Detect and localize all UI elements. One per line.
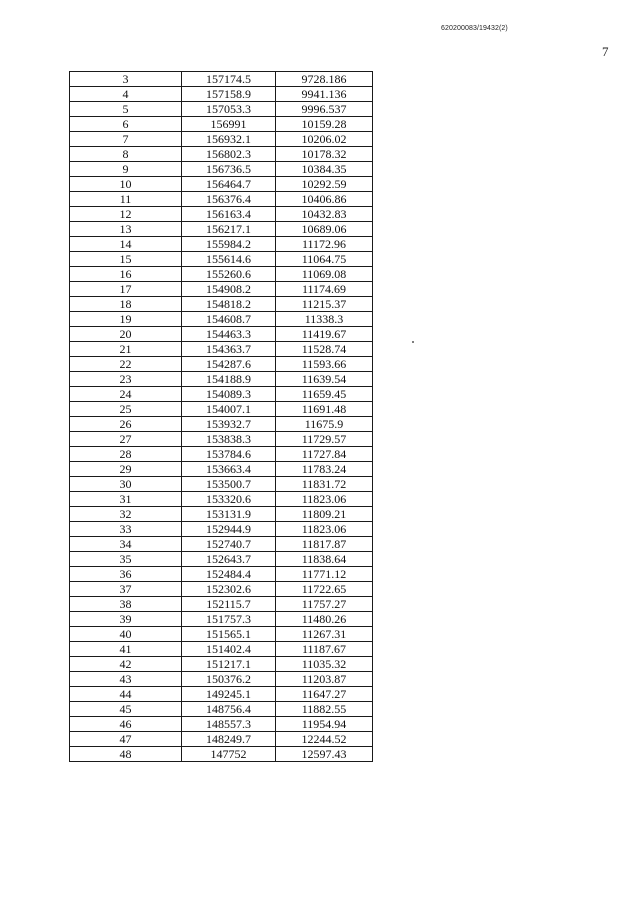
point-number-cell: 18	[70, 297, 182, 312]
point-number-cell: 6	[70, 117, 182, 132]
point-number-cell: 11	[70, 192, 182, 207]
point-number-cell: 37	[70, 582, 182, 597]
table-row	[70, 252, 373, 267]
x-coordinate-cell: 154363.7	[182, 342, 276, 357]
x-coordinate-cell: 153663.4	[182, 462, 276, 477]
table-row	[70, 687, 373, 702]
y-coordinate-cell: 11882.55	[276, 702, 373, 717]
table-row	[70, 672, 373, 687]
point-number-cell: 35	[70, 552, 182, 567]
table-row	[70, 147, 373, 162]
y-coordinate-cell: 11771.12	[276, 567, 373, 582]
y-coordinate-cell: 11729.57	[276, 432, 373, 447]
table-row	[70, 522, 373, 537]
x-coordinate-cell: 157174.5	[182, 72, 276, 87]
y-coordinate-cell: 11647.27	[276, 687, 373, 702]
table-row	[70, 717, 373, 732]
point-number-cell: 24	[70, 387, 182, 402]
point-number-cell: 31	[70, 492, 182, 507]
y-coordinate-cell: 11528.74	[276, 342, 373, 357]
x-coordinate-cell: 151757.3	[182, 612, 276, 627]
table-row	[70, 102, 373, 117]
point-number-cell: 43	[70, 672, 182, 687]
x-coordinate-cell: 154463.3	[182, 327, 276, 342]
y-coordinate-cell: 11675.9	[276, 417, 373, 432]
y-coordinate-cell: 10432.83	[276, 207, 373, 222]
point-number-cell: 12	[70, 207, 182, 222]
y-coordinate-cell: 11823.06	[276, 522, 373, 537]
y-coordinate-cell: 11691.48	[276, 402, 373, 417]
point-number-cell: 16	[70, 267, 182, 282]
point-number-cell: 39	[70, 612, 182, 627]
y-coordinate-cell: 11338.3	[276, 312, 373, 327]
point-number-cell: 21	[70, 342, 182, 357]
point-number-cell: 44	[70, 687, 182, 702]
point-number-cell: 10	[70, 177, 182, 192]
page-number: 7	[602, 44, 609, 59]
table-row	[70, 417, 373, 432]
x-coordinate-cell: 148756.4	[182, 702, 276, 717]
y-coordinate-cell: 11757.27	[276, 597, 373, 612]
table-row	[70, 732, 373, 747]
x-coordinate-cell: 152944.9	[182, 522, 276, 537]
y-coordinate-cell: 11069.08	[276, 267, 373, 282]
x-coordinate-cell: 156991	[182, 117, 276, 132]
point-number-cell: 28	[70, 447, 182, 462]
y-coordinate-cell: 11203.87	[276, 672, 373, 687]
x-coordinate-cell: 155614.6	[182, 252, 276, 267]
x-coordinate-cell: 153500.7	[182, 477, 276, 492]
point-number-cell: 30	[70, 477, 182, 492]
table-row	[70, 222, 373, 237]
point-number-cell: 5	[70, 102, 182, 117]
x-coordinate-cell: 155260.6	[182, 267, 276, 282]
y-coordinate-cell: 10292.59	[276, 177, 373, 192]
scan-speck	[412, 341, 414, 343]
coordinates-table	[69, 71, 373, 762]
x-coordinate-cell: 152302.6	[182, 582, 276, 597]
point-number-cell: 26	[70, 417, 182, 432]
x-coordinate-cell: 154287.6	[182, 357, 276, 372]
y-coordinate-cell: 11817.87	[276, 537, 373, 552]
x-coordinate-cell: 153784.6	[182, 447, 276, 462]
point-number-cell: 8	[70, 147, 182, 162]
x-coordinate-cell: 153131.9	[182, 507, 276, 522]
table-row	[70, 267, 373, 282]
point-number-cell: 46	[70, 717, 182, 732]
table-row	[70, 702, 373, 717]
x-coordinate-cell: 153320.6	[182, 492, 276, 507]
point-number-cell: 7	[70, 132, 182, 147]
point-number-cell: 15	[70, 252, 182, 267]
x-coordinate-cell: 152484.4	[182, 567, 276, 582]
table-row	[70, 357, 373, 372]
point-number-cell: 29	[70, 462, 182, 477]
x-coordinate-cell: 152643.7	[182, 552, 276, 567]
y-coordinate-cell: 11727.84	[276, 447, 373, 462]
x-coordinate-cell: 154089.3	[182, 387, 276, 402]
point-number-cell: 48	[70, 747, 182, 762]
table-row	[70, 582, 373, 597]
y-coordinate-cell: 10159.28	[276, 117, 373, 132]
point-number-cell: 45	[70, 702, 182, 717]
table-row	[70, 132, 373, 147]
x-coordinate-cell: 156464.7	[182, 177, 276, 192]
y-coordinate-cell: 11593.66	[276, 357, 373, 372]
point-number-cell: 9	[70, 162, 182, 177]
point-number-cell: 33	[70, 522, 182, 537]
x-coordinate-cell: 156217.1	[182, 222, 276, 237]
x-coordinate-cell: 154608.7	[182, 312, 276, 327]
point-number-cell: 14	[70, 237, 182, 252]
x-coordinate-cell: 156736.5	[182, 162, 276, 177]
table-row	[70, 402, 373, 417]
point-number-cell: 47	[70, 732, 182, 747]
table-row	[70, 297, 373, 312]
point-number-cell: 3	[70, 72, 182, 87]
table-row	[70, 237, 373, 252]
y-coordinate-cell: 10689.06	[276, 222, 373, 237]
x-coordinate-cell: 147752	[182, 747, 276, 762]
y-coordinate-cell: 10206.02	[276, 132, 373, 147]
table-row	[70, 462, 373, 477]
table-row	[70, 747, 373, 762]
point-number-cell: 38	[70, 597, 182, 612]
x-coordinate-cell: 151217.1	[182, 657, 276, 672]
y-coordinate-cell: 11823.06	[276, 492, 373, 507]
y-coordinate-cell: 11722.65	[276, 582, 373, 597]
x-coordinate-cell: 154188.9	[182, 372, 276, 387]
table-row	[70, 312, 373, 327]
table-row	[70, 507, 373, 522]
coordinates-table-body	[70, 72, 373, 762]
x-coordinate-cell: 155984.2	[182, 237, 276, 252]
x-coordinate-cell: 153838.3	[182, 432, 276, 447]
y-coordinate-cell: 11064.75	[276, 252, 373, 267]
y-coordinate-cell: 11838.64	[276, 552, 373, 567]
y-coordinate-cell: 11639.54	[276, 372, 373, 387]
table-row	[70, 387, 373, 402]
y-coordinate-cell: 11831.72	[276, 477, 373, 492]
table-row	[70, 342, 373, 357]
x-coordinate-cell: 150376.2	[182, 672, 276, 687]
table-row	[70, 177, 373, 192]
y-coordinate-cell: 11267.31	[276, 627, 373, 642]
x-coordinate-cell: 151565.1	[182, 627, 276, 642]
table-row	[70, 372, 373, 387]
point-number-cell: 23	[70, 372, 182, 387]
y-coordinate-cell: 11809.21	[276, 507, 373, 522]
table-row	[70, 477, 373, 492]
point-number-cell: 13	[70, 222, 182, 237]
table-row	[70, 612, 373, 627]
x-coordinate-cell: 156932.1	[182, 132, 276, 147]
table-row	[70, 327, 373, 342]
x-coordinate-cell: 157158.9	[182, 87, 276, 102]
point-number-cell: 32	[70, 507, 182, 522]
document-id: 620200083/19432(2)	[441, 25, 508, 32]
table-row	[70, 87, 373, 102]
y-coordinate-cell: 11035.32	[276, 657, 373, 672]
y-coordinate-cell: 11419.67	[276, 327, 373, 342]
x-coordinate-cell: 154007.1	[182, 402, 276, 417]
point-number-cell: 4	[70, 87, 182, 102]
point-number-cell: 25	[70, 402, 182, 417]
y-coordinate-cell: 11187.67	[276, 642, 373, 657]
y-coordinate-cell: 10406.86	[276, 192, 373, 207]
y-coordinate-cell: 10384.35	[276, 162, 373, 177]
y-coordinate-cell: 11480.26	[276, 612, 373, 627]
point-number-cell: 34	[70, 537, 182, 552]
y-coordinate-cell: 12244.52	[276, 732, 373, 747]
table-row	[70, 627, 373, 642]
point-number-cell: 22	[70, 357, 182, 372]
y-coordinate-cell: 11783.24	[276, 462, 373, 477]
point-number-cell: 40	[70, 627, 182, 642]
x-coordinate-cell: 151402.4	[182, 642, 276, 657]
point-number-cell: 27	[70, 432, 182, 447]
table-row	[70, 117, 373, 132]
table-row	[70, 642, 373, 657]
x-coordinate-cell: 153932.7	[182, 417, 276, 432]
x-coordinate-cell: 149245.1	[182, 687, 276, 702]
x-coordinate-cell: 156163.4	[182, 207, 276, 222]
x-coordinate-cell: 152115.7	[182, 597, 276, 612]
x-coordinate-cell: 148557.3	[182, 717, 276, 732]
y-coordinate-cell: 12597.43	[276, 747, 373, 762]
table-row	[70, 537, 373, 552]
x-coordinate-cell: 148249.7	[182, 732, 276, 747]
y-coordinate-cell: 11174.69	[276, 282, 373, 297]
point-number-cell: 42	[70, 657, 182, 672]
table-row	[70, 657, 373, 672]
y-coordinate-cell: 11215.37	[276, 297, 373, 312]
table-row	[70, 447, 373, 462]
y-coordinate-cell: 9996.537	[276, 102, 373, 117]
y-coordinate-cell: 9728.186	[276, 72, 373, 87]
table-row	[70, 492, 373, 507]
table-row	[70, 192, 373, 207]
point-number-cell: 36	[70, 567, 182, 582]
table-row	[70, 432, 373, 447]
point-number-cell: 41	[70, 642, 182, 657]
x-coordinate-cell: 156376.4	[182, 192, 276, 207]
point-number-cell: 17	[70, 282, 182, 297]
y-coordinate-cell: 11659.45	[276, 387, 373, 402]
point-number-cell: 19	[70, 312, 182, 327]
table-row	[70, 552, 373, 567]
y-coordinate-cell: 10178.32	[276, 147, 373, 162]
y-coordinate-cell: 9941.136	[276, 87, 373, 102]
table-row	[70, 567, 373, 582]
table-row	[70, 282, 373, 297]
point-number-cell: 20	[70, 327, 182, 342]
table-row	[70, 162, 373, 177]
x-coordinate-cell: 152740.7	[182, 537, 276, 552]
table-row	[70, 597, 373, 612]
table-row	[70, 207, 373, 222]
table-row	[70, 72, 373, 87]
y-coordinate-cell: 11954.94	[276, 717, 373, 732]
x-coordinate-cell: 154818.2	[182, 297, 276, 312]
x-coordinate-cell: 156802.3	[182, 147, 276, 162]
x-coordinate-cell: 157053.3	[182, 102, 276, 117]
y-coordinate-cell: 11172.96	[276, 237, 373, 252]
x-coordinate-cell: 154908.2	[182, 282, 276, 297]
